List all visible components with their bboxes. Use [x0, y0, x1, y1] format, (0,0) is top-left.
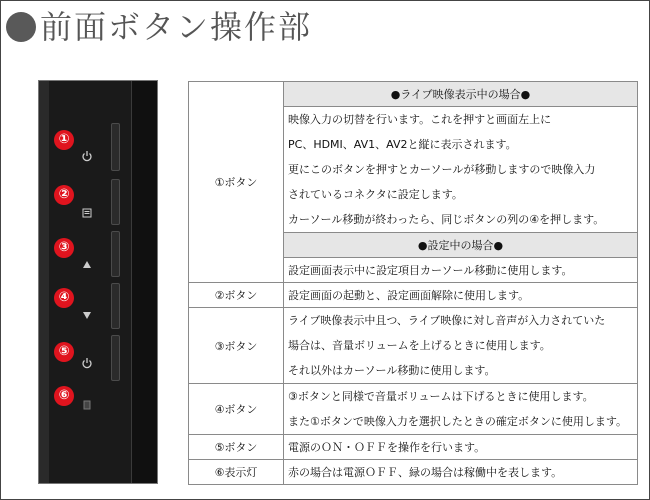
power-icon — [81, 150, 93, 162]
row-description: 赤の場合は電源ＯＦＦ、緑の場合は稼働中を表します。 — [284, 460, 638, 485]
row-description — [284, 384, 638, 435]
table-row — [189, 82, 638, 107]
description-line: されているコネクタに設定します。 — [288, 188, 463, 201]
description-line: 更にこのボタンを押すとカーソールが移動しますので映像入力 — [288, 163, 596, 176]
button-info-table — [188, 81, 638, 485]
callout-2: ② — [54, 185, 74, 205]
table-row — [189, 435, 638, 460]
device-photo — [38, 80, 158, 484]
live-mode-description — [284, 107, 638, 233]
table-row — [189, 384, 638, 435]
up-arrow-icon — [81, 259, 93, 271]
row-label: ⑥表示灯 — [189, 460, 284, 485]
bezel-right — [131, 81, 158, 483]
side-button-5[interactable] — [111, 335, 120, 381]
down-arrow-icon — [81, 309, 93, 321]
callout-3: ③ — [54, 238, 74, 258]
row-label: ⑤ボタン — [189, 435, 284, 460]
description-line: 映像入力の切替を行います。これを押すと画面左上に — [288, 113, 552, 126]
menu-icon — [81, 207, 93, 219]
bezel-edge — [39, 81, 49, 483]
led-icon — [81, 399, 93, 411]
side-button-3[interactable] — [111, 231, 120, 277]
callout-6: ⑥ — [54, 386, 74, 406]
description-line: PC、HDMI、AV1、AV2と縦に表示されます。 — [288, 138, 517, 151]
row-description: 設定画面の起動と、設定画面解除に使用します。 — [284, 283, 638, 308]
power-icon — [81, 357, 93, 369]
description-line: カーソール移動が終わったら、同じボタンの列の④を押します。 — [288, 213, 605, 226]
callout-5: ⑤ — [54, 342, 74, 362]
row-description — [284, 308, 638, 384]
side-button-1[interactable] — [111, 123, 120, 171]
live-mode-header: ●ライブ映像表示中の場合● — [284, 82, 638, 107]
table-row — [189, 460, 638, 485]
side-button-4[interactable] — [111, 283, 120, 329]
description-line: それ以外はカーソール移動に使用します。 — [288, 364, 496, 377]
title-bullet — [6, 12, 36, 42]
row-label: ②ボタン — [189, 283, 284, 308]
row-label: ①ボタン — [189, 82, 284, 283]
description-line: 場合は、音量ボリュームを上げるときに使用します。 — [288, 339, 551, 352]
table-row — [189, 283, 638, 308]
row-label: ③ボタン — [189, 308, 284, 384]
page-title: 前面ボタン操作部 — [40, 8, 313, 46]
table-row — [189, 308, 638, 384]
row-description: 電源のＯＮ・ＯＦＦを操作を行います。 — [284, 435, 638, 460]
description-line: また①ボタンで映像入力を選択したときの確定ボタンに使用します。 — [288, 415, 627, 428]
setting-mode-description: 設定画面表示中に設定項目カーソール移動に使用します。 — [284, 258, 638, 283]
row-label: ④ボタン — [189, 384, 284, 435]
side-button-2[interactable] — [111, 179, 120, 225]
setting-mode-header: ●設定中の場合● — [284, 233, 638, 258]
callout-1: ① — [54, 130, 74, 150]
description-line: ライブ映像表示中且つ、ライブ映像に対し音声が入力されていた — [288, 314, 606, 327]
description-line: ③ボタンと同様で音量ボリュームは下げるときに使用します。 — [288, 390, 594, 403]
callout-4: ④ — [54, 288, 74, 308]
